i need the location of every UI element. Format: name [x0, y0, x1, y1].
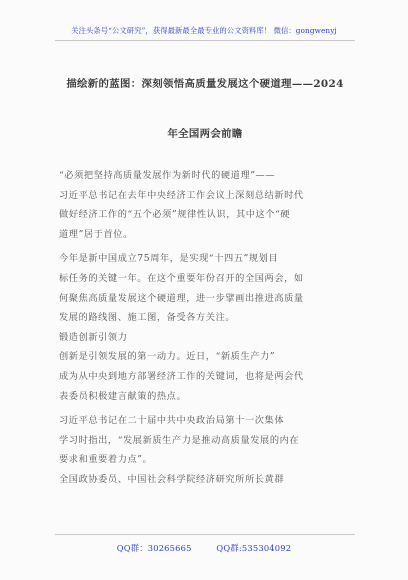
body-line: 何聚焦高质量发展这个硬道理，进一步擘画出推进高质量 [59, 292, 304, 304]
body-line: 表委员积极建言献策的热点。 [59, 390, 187, 402]
body-line: “必须把坚持高质量发展作为新时代的硬道理”—— [59, 170, 276, 181]
header-promo-note: 关注头条号“公文研究”，获得最新最全最专业的公文资料库！ 微信：gongwenyj [71, 26, 337, 35]
body-line: 道理”居于首位。 [59, 228, 133, 240]
body-line: 学习时指出，“发展新质生产力是推动高质量发展的内在 [59, 434, 300, 446]
body-line: 发展的路线图、施工图，备受各方关注。 [59, 312, 236, 324]
document-title-line-1: 描绘新的蓝图：深刻领悟高质量发展这个硬道理——2024 [66, 78, 344, 90]
document-body [59, 166, 359, 490]
body-line: 全国政协委员、中国社会科学院经济研究所所长黄群 [59, 473, 285, 485]
body-line: 标任务的关键一年。在这个重要年份召开的全国两会，如 [59, 272, 304, 284]
body-line: 习近平总书记在二十届中共中央政治局第十一次集体 [59, 415, 285, 427]
footer-contact [0, 542, 408, 554]
body-line: 习近平总书记在去年中央经济工作会议上深刻总结新时代 [59, 189, 304, 201]
body-line: 要求和重要着力点”。 [59, 454, 153, 466]
body-line: 成为从中央到地方部署经济工作的关键词，也将是两会代 [59, 370, 304, 382]
section-heading: 锻造创新引领力 [59, 331, 128, 343]
body-line: 创新是引领发展的第一动力。近日，“新质生产力” [59, 351, 276, 363]
body-line: 今年是新中国成立75周年，是实现“十四五”规划目 [59, 253, 279, 265]
document-title-line-2: 年全国两会前瞻 [167, 128, 243, 140]
header-divider [55, 40, 355, 41]
body-line: 做好经济工作的“五个必须”规律性认识，其中这个“硬 [59, 209, 291, 221]
footer-divider [55, 534, 355, 535]
footer-qq-group-2: QQ群:535304092 [216, 543, 292, 553]
footer-qq-group-1: QQ群：30265665 [116, 543, 192, 553]
